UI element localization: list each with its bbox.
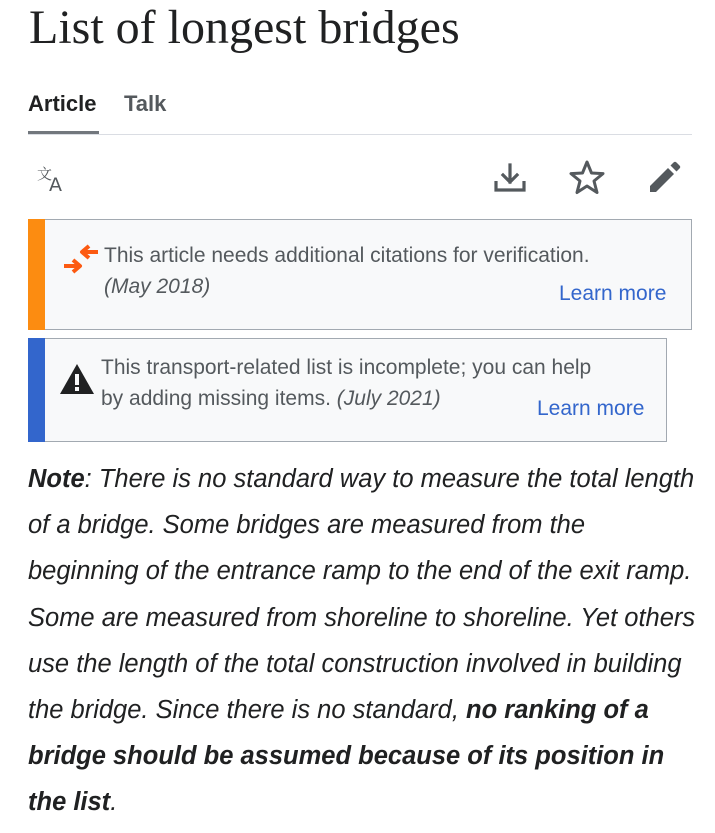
note-paragraph [28, 456, 696, 826]
banner-date: (July 2021) [336, 387, 441, 410]
learn-more-link[interactable]: Learn more [537, 397, 645, 420]
banner-stripe-orange [28, 219, 45, 330]
page-title: List of longest bridges [29, 1, 460, 54]
banner-message: This transport-related list is incomplete; you can help [101, 356, 592, 379]
active-tab-indicator [28, 131, 99, 134]
language-icon[interactable] [28, 158, 68, 198]
warning-triangle-icon [59, 363, 95, 395]
note-label: Note [28, 465, 85, 493]
citation-needed-banner [28, 219, 692, 330]
tab-talk[interactable]: Talk [124, 91, 167, 116]
banner-stripe-blue [28, 338, 45, 442]
note-emphasis: no ranking of a bridge should be assumed because of its position in the list [28, 696, 665, 817]
svg-text:文: 文 [37, 165, 53, 183]
incomplete-list-banner [28, 338, 667, 442]
star-icon[interactable] [567, 158, 607, 198]
page-actions-toolbar [28, 150, 692, 206]
note-end: . [110, 788, 118, 817]
download-icon[interactable] [490, 158, 530, 198]
learn-more-link[interactable]: Learn more [559, 282, 667, 305]
note-text: : There is no standard way to measure the total length of a bridge. Some bridges are measured from the beginning of the entrance ramp to the end of the exit ramp. Some are measured from shoreline to shoreline. Yet others use the length of the total construction involved in building the bridge. Since there is no standard, [28, 465, 696, 725]
banner-date: (May 2018) [104, 275, 211, 298]
tab-article[interactable]: Article [28, 91, 97, 116]
edit-pencil-icon[interactable] [644, 158, 684, 198]
svg-text:A: A [49, 174, 62, 196]
banner-message: This article needs additional citations for verification. [104, 244, 590, 267]
banner-message-continued: by adding missing items. [101, 387, 331, 410]
citation-arrows-icon [62, 244, 100, 278]
page-tabs [28, 86, 692, 135]
